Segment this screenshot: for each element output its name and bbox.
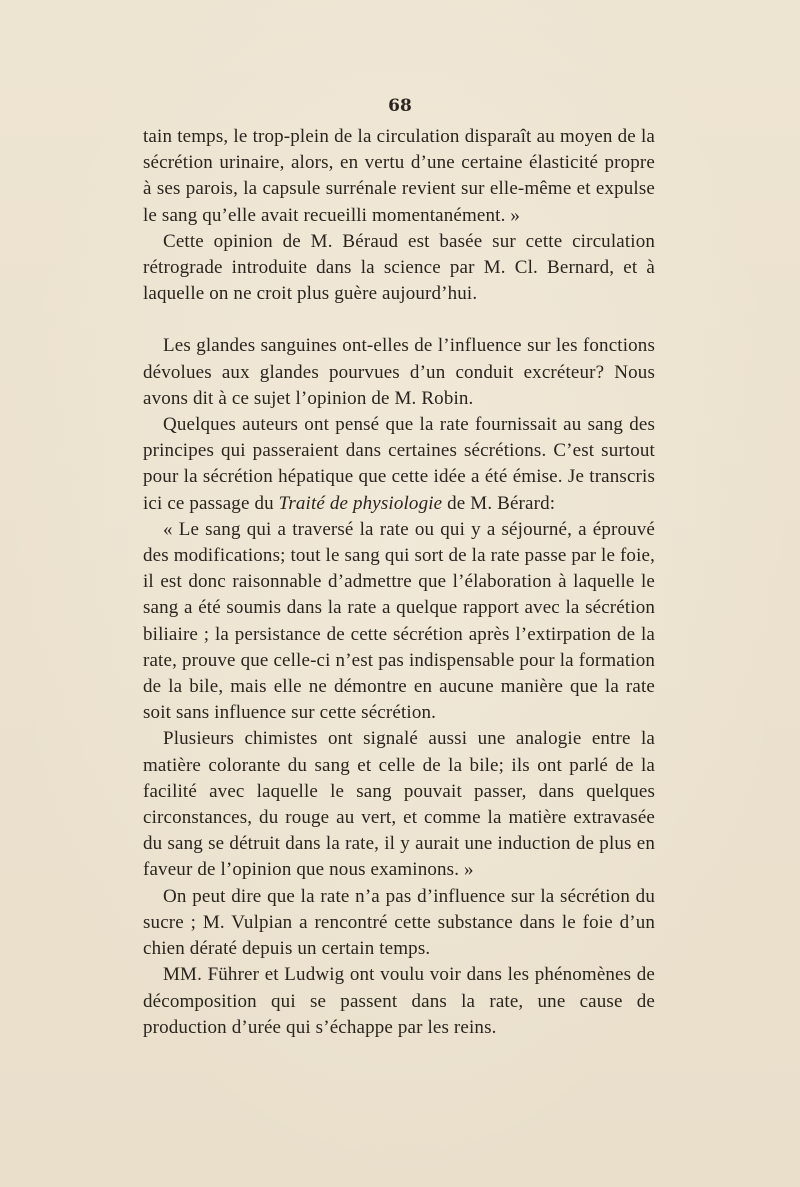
paragraph-beraud-opinion: Cette opinion de M. Béraud est basée sur cette circulation rétrograde introduite dans la science par M. Cl. Bernard, et à laquelle on ne croit plus guère aujourd’hui.: [143, 230, 655, 305]
body-text: [143, 124, 655, 1041]
paragraph-text-after: de M. Bérard:: [442, 492, 556, 514]
paragraph-sucre: On peut dire que la rate n’a pas d’influence sur la sécrétion du sucre ; M. Vulpian a rencontré cette substance dans le foie d’un chien dératé depuis un certain temps.: [143, 885, 655, 960]
page-number: 68: [388, 96, 412, 116]
paragraph-continuation: tain temps, le trop-plein de la circulation disparaît au moyen de la sécrétion urinaire, alors, en vertu d’une certaine élasticité propre à ses parois, la capsule surrénale revient sur elle-même et expulse le sang qu’elle avait recueilli momentanément. »: [143, 126, 655, 226]
paragraph-quotation: « Le sang qui a traversé la rate ou qui y a séjourné, a éprouvé des modifications; tout le sang qui sort de la rate passe par le foie, il est donc raisonnable d’admettre que l’élaboration à laquelle le sang a été soumis dans la rate a quelque rapport avec la sécrétion biliaire ; la persistance de cette sécrétion après l’extirpation de la rate, prouve que celle-ci n’est pas indispensable pour la formation de la bile, mais elle ne démontre en aucune manière que la rate soit sans influence sur cette sécrétion.: [143, 518, 655, 724]
paragraph-chimistes: Plusieurs chimistes ont signalé aussi une analogie entre la matière colorante du sang et celle de la bile; ils ont parlé de la facilité avec laquelle le sang pouvait passer, dans quelques circonstances, du rouge au vert, et comme la matière extravasée du sang se détruit dans la rate, il y aurait une induction de plus en faveur de l’opinion que nous examinons. »: [143, 728, 655, 881]
paragraph-glandes-sanguines: Les glandes sanguines ont-elles de l’influence sur les fonctions dévolues aux glandes pourvues d’un conduit excréteur? Nous avons dit à ce sujet l’opinion de M. Robin.: [143, 335, 655, 409]
paragraph-quelques-auteurs: [143, 412, 655, 517]
paragraph-fuhrer-ludwig: MM. Führer et Ludwig ont voulu voir dans les phénomènes de décomposition qui se passent dans la rate, une cause de production d’urée qui s’échappe par les reins.: [143, 964, 655, 1038]
book-title-italic: Traité de physiologie: [278, 492, 443, 514]
paragraph-text-before: Quelques auteurs ont pensé que la rate fournissait au sang des principes qui passeraient dans certaines sécrétions. C’est surtout pour la sécrétion hépatique que cette idée a été émise. Je transcris ici ce passage du: [143, 414, 655, 514]
